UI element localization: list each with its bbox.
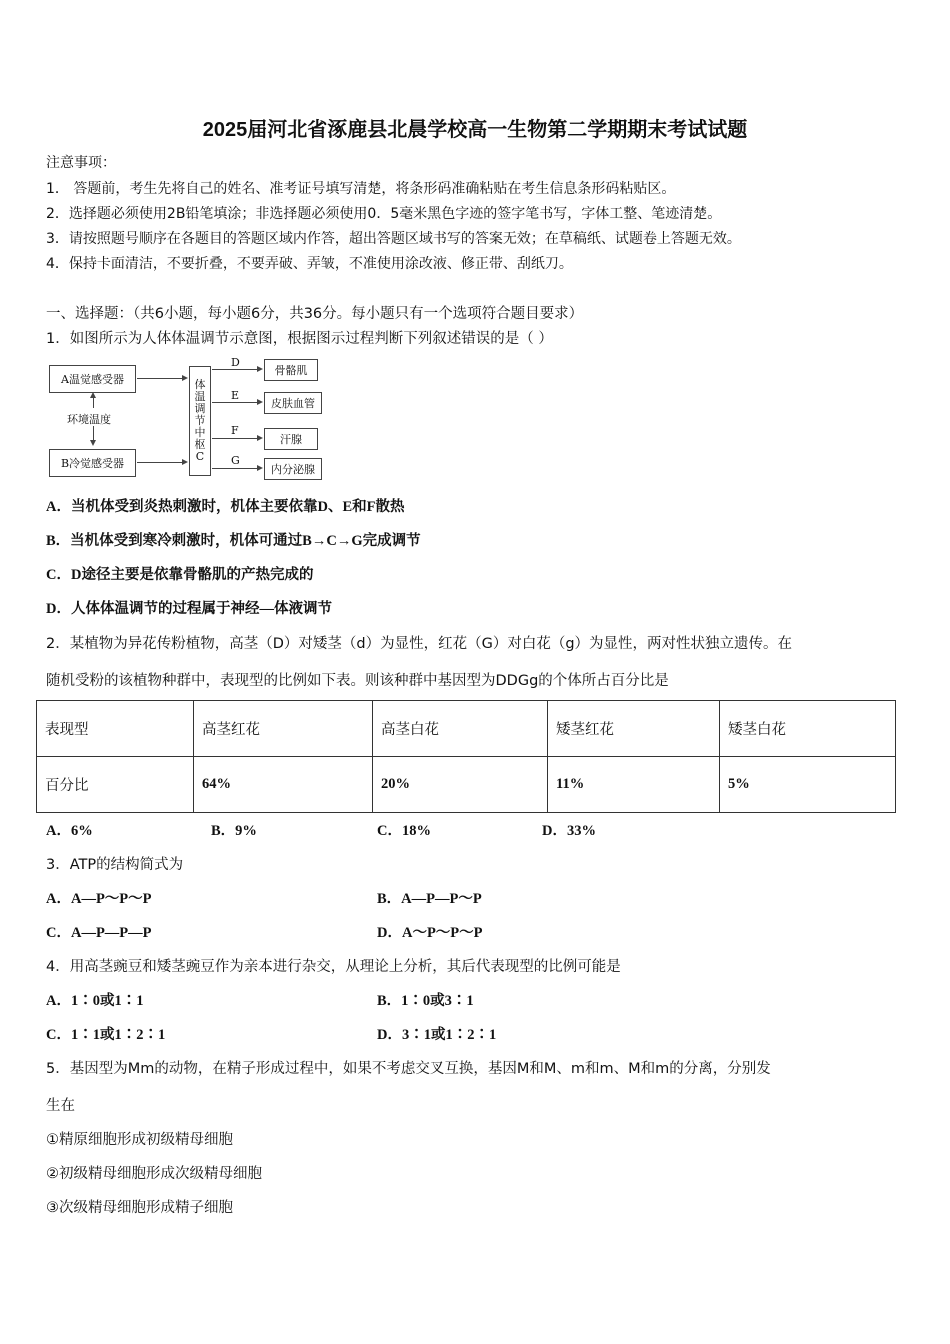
effector-label: 骨骼肌 [274,364,308,377]
question-1-stem: 1．如图所示为人体体温调节示意图，根据图示过程判断下列叙述错误的是（ ） [46,331,553,347]
exam-title: 2025届河北省涿鹿县北晨学校高一生物第二学期期末考试试题 [202,119,748,141]
q3-option-b: B．A—P—P～P [377,891,482,907]
q4-option-b: B．1∶0或3∶1 [377,993,474,1009]
table-cell: 表现型 [37,701,194,757]
arrow-down-icon [90,440,96,446]
path-label-d: D [231,356,240,369]
q4-option-d: D．3∶1或1∶2∶1 [377,1027,497,1043]
receptor-b-label: B冷觉感受器 [60,457,125,470]
table-cell: 5% [720,757,896,813]
q2-option-b: B．9% [211,823,257,839]
table-cell: 高茎白花 [373,701,548,757]
q2-option-c: C．18% [377,823,431,839]
environment-label: 环境温度 [67,413,111,426]
q1-option-d: D．人体体温调节的过程属于神经—体液调节 [46,601,332,617]
q4-option-c: C．1∶1或1∶2∶1 [46,1027,166,1043]
question-3-stem: 3．ATP的结构简式为 [46,857,184,873]
arrow-right-icon [257,465,263,471]
effector-box [264,458,322,480]
q5-item: ③次级精母细胞形成精子细胞 [46,1200,233,1216]
path-label-f: F [231,424,239,437]
arrow-line [212,402,258,403]
table-row [37,701,896,757]
q3-option-c: C．A—P—P—P [46,925,152,941]
effector-label: 皮肤血管 [271,397,315,410]
receptor-b-box [49,449,136,477]
q2-option-d: D．33% [542,823,596,839]
q3-option-d: D．A～P～P～P [377,925,483,941]
effector-box [264,359,318,381]
notice-item: 4．保持卡面清洁，不要折叠，不要弄破、弄皱，不准使用涂改液、修正带、刮纸刀。 [46,256,573,272]
receptor-a-label: A温觉感受器 [61,373,124,386]
notice-item: 2．选择题必须使用2B铅笔填涂；非选择题必须使用0．5毫米黑色字迹的签字笔书写，字体工整、笔迹清楚。 [46,206,722,222]
question-2-stem-cont: 随机受粉的该植物种群中，表现型的比例如下表。则该种群中基因型为DDGg的个体所占百分比是 [46,673,669,689]
q5-item: ②初级精母细胞形成次级精母细胞 [46,1166,262,1182]
table-row [37,757,896,813]
q1-option-a: A．当机体受到炎热刺激时，机体主要依靠D、E和F散热 [46,499,405,515]
effector-label: 汗腺 [280,433,302,446]
arrow-right-icon [182,459,188,465]
section-heading: 一、选择题：（共6小题，每小题6分，共36分。每小题只有一个选项符合题目要求） [46,306,584,322]
notice-heading: 注意事项： [46,155,116,171]
q1-option-c: C．D途径主要是依靠骨骼肌的产热完成的 [46,567,314,583]
table-cell: 11% [548,757,720,813]
question-4-stem: 4．用高茎豌豆和矮茎豌豆作为亲本进行杂交，从理论上分析，其后代表现型的比例可能是 [46,959,621,975]
arrow-line [137,462,183,463]
arrow-up-icon [90,392,96,398]
q1-option-b: B．当机体受到寒冷刺激时，机体可通过B→C→G完成调节 [46,533,421,549]
table-cell: 20% [373,757,548,813]
table-cell: 64% [194,757,373,813]
effector-box [264,392,322,414]
arrow-right-icon [182,375,188,381]
receptor-a-box [49,365,136,393]
notice-item: 3．请按照题号顺序在各题目的答题区域内作答，超出答题区域书写的答案无效；在草稿纸、试题卷上答题无效。 [46,231,741,247]
arrow-line [212,369,258,370]
arrow-line [93,398,94,408]
table-cell: 百分比 [37,757,194,813]
arrow-line [137,378,183,379]
regulation-center-label: 体温调节中枢C [194,378,206,463]
q5-item: ①精原细胞形成初级精母细胞 [46,1132,233,1148]
arrow-right-icon [257,366,263,372]
regulation-center-box [189,366,211,476]
table-cell: 高茎红花 [194,701,373,757]
effector-label: 内分泌腺 [271,463,315,476]
effector-box [264,428,318,450]
arrow-line [212,438,258,439]
q2-option-a: A．6% [46,823,93,839]
arrow-line [212,468,258,469]
q4-option-a: A．1∶0或1∶1 [46,993,144,1009]
phenotype-table [36,700,896,813]
path-label-g: G [231,454,240,467]
thermoregulation-diagram [46,356,336,484]
table-cell: 矮茎白花 [720,701,896,757]
arrow-line [93,426,94,440]
arrow-right-icon [257,399,263,405]
q3-option-a: A．A—P～P～P [46,891,152,907]
notice-item: 1． 答题前，考生先将自己的姓名、准考证号填写清楚，将条形码准确粘贴在考生信息条形码粘贴区。 [46,181,676,197]
question-5-stem-cont: 生在 [46,1098,75,1114]
question-2-stem: 2．某植物为异花传粉植物，高茎（D）对矮茎（d）为显性，红花（G）对白花（g）为显性，两对性状独立遗传。在 [46,636,793,652]
table-cell: 矮茎红花 [548,701,720,757]
question-5-stem: 5．基因型为Mm的动物，在精子形成过程中，如果不考虑交叉互换，基因M和M、m和m、M和m的分离，分别发 [46,1061,771,1077]
path-label-e: E [231,389,240,402]
arrow-right-icon [257,435,263,441]
